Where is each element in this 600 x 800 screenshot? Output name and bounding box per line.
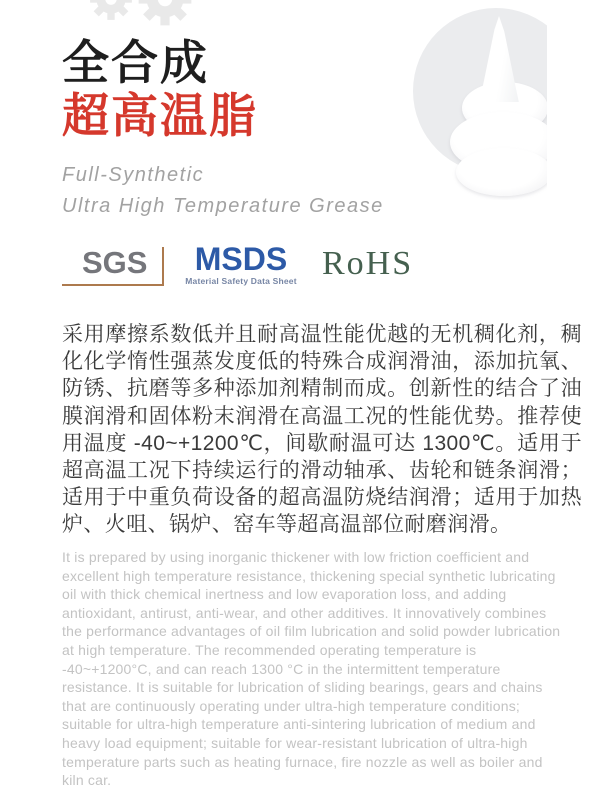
sgs-logo-label: SGS	[82, 245, 148, 280]
subtitle-line1: Full-Synthetic	[62, 164, 205, 186]
description-english: It is prepared by using inorganic thickener with low friction coefficient and excellent high temperature resistance, thickening special synthetic lubricating oil with thick chemical inertness and low evaporation loss, and adding antioxidant, antirust, anti-wear, and other additives. It innovatively combines the performance advantages of oil film lubrication and solid powder lubrication at high temperature. The recommended operating temperature is -40~+1200°C, and can reach 1300 °C in the intermittent temperature resistance. It is suitable for lubrication of sliding bearings, gears and chains that are continuously operating under ultra-high temperature conditions; suitable for ultra-high temperature anti-sintering lubrication of medium and heavy load equipment; suitable for wear-resistant lubrication of ultra-high temperature parts such as heating furnace, fire nozzle as well as boiler and kiln car.	[62, 549, 561, 789]
msds-logo-label: MSDS	[194, 241, 288, 277]
msds-logo-tagline: Material Safety Data Sheet	[185, 276, 297, 286]
certification-logos	[62, 243, 413, 289]
sgs-logo-underline	[62, 284, 164, 286]
page-title-cn-line2: 超高温脂	[62, 89, 258, 142]
header	[0, 0, 600, 222]
sgs-logo	[62, 243, 166, 289]
sgs-logo-sideline	[162, 247, 164, 286]
page-title-cn-line1: 全合成	[62, 36, 209, 89]
rohs-logo: RoHS	[322, 245, 414, 282]
page-subtitle-en	[62, 160, 600, 222]
subtitle-line2: Ultra High Temperature Grease	[62, 195, 384, 217]
description-chinese: 采用摩擦系数低并且耐高温性能优越的无机稠化剂，稠化化学惰性强蒸发度低的特殊合成润滑油，添加抗氧、防锈、抗磨等多种添加剂精制而成。创新性的结合了油膜润滑和固体粉末润滑在高温工况的性能优势。推荐使用温度 -40~+1200℃，间歇耐温可达 1300℃。适用于超高温工况下持续运行的滑动轴承、齿轮和链条润滑；适用于中重负荷设备的超高温防烧结润滑；适用于加热炉、火咀、锅炉、窑车等超高温部位耐磨润滑。	[62, 323, 582, 537]
msds-logo	[182, 243, 300, 286]
